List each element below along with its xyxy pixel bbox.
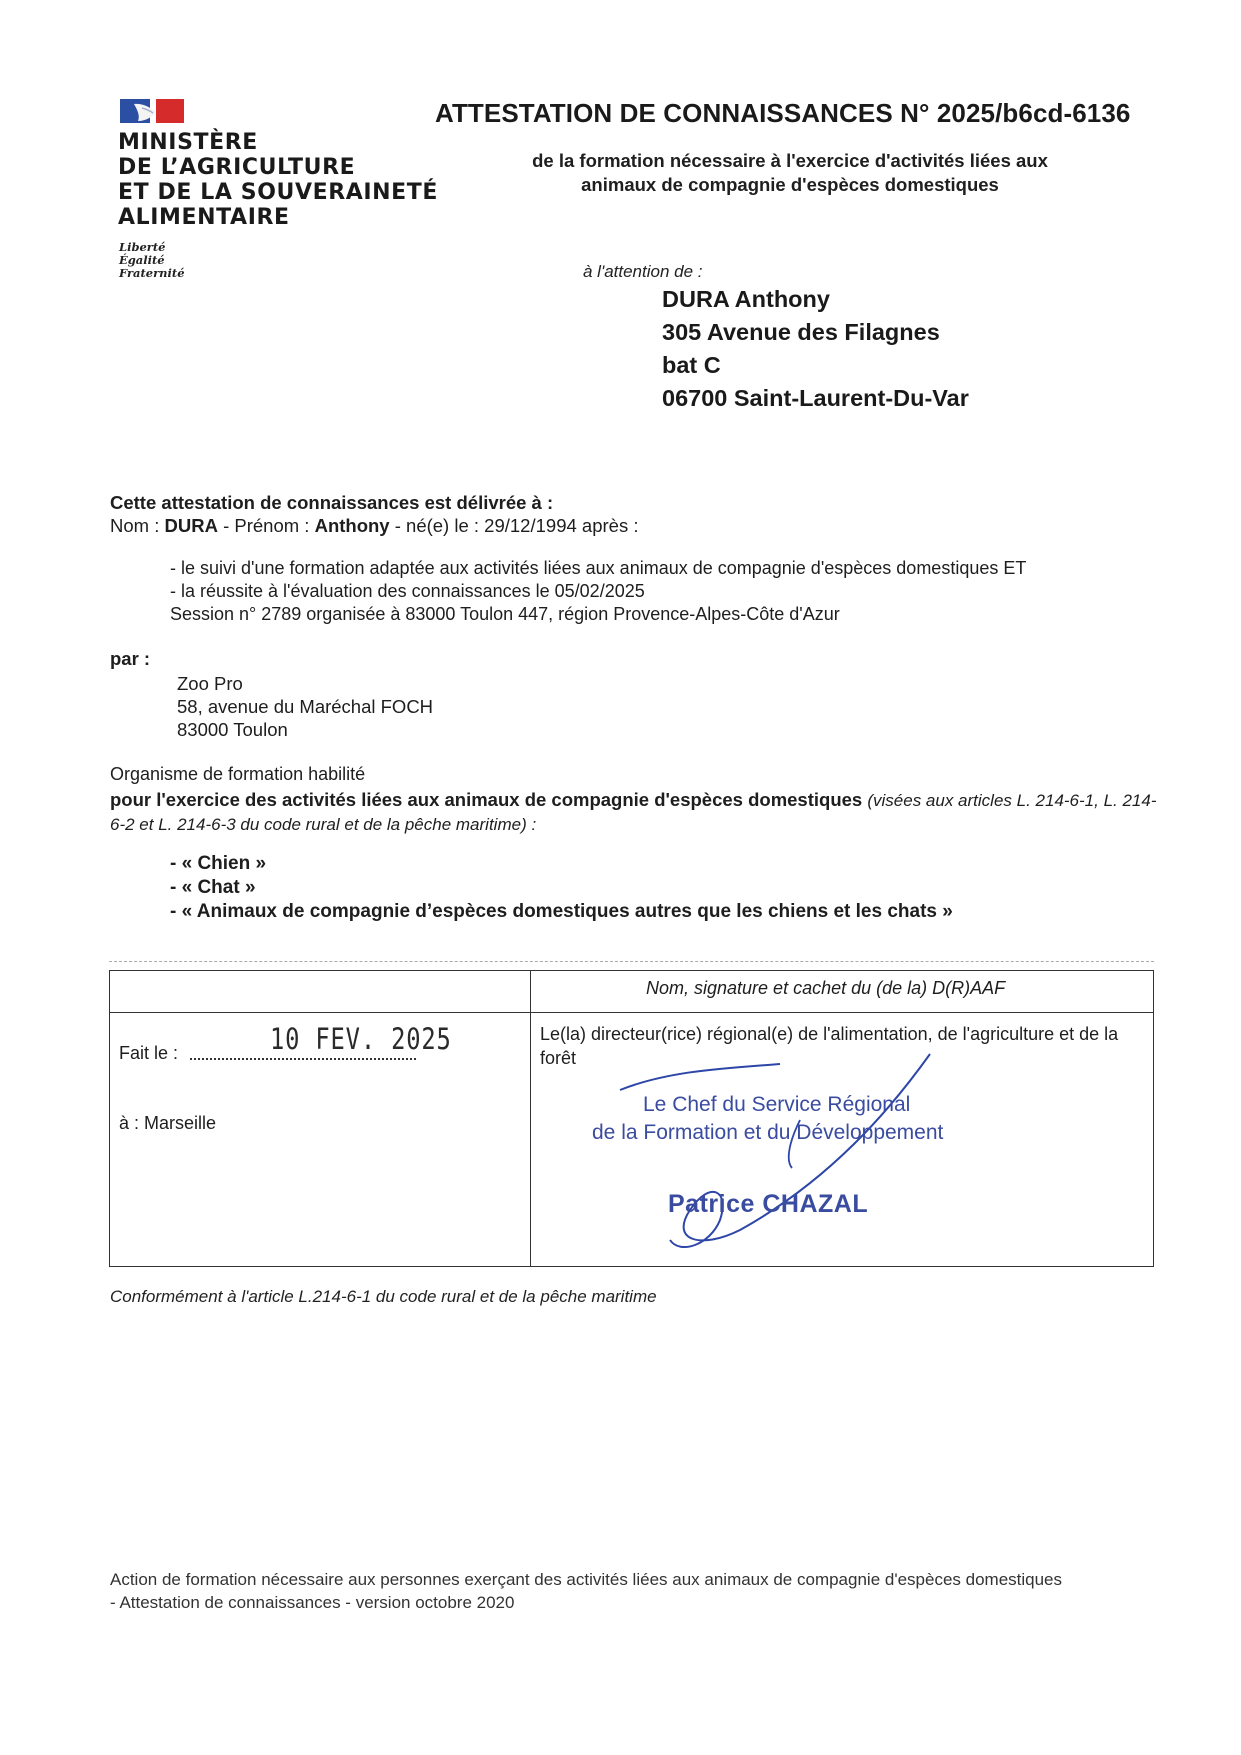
footer xyxy=(110,1568,1190,1614)
date-stamp: 10 FEV. 2025 xyxy=(270,1022,452,1056)
category-item: - « Chien » xyxy=(170,853,267,874)
director-title: Le(la) directeur(rice) régional(e) de l'alimentation, de l'agriculture et de la forêt xyxy=(540,1024,1119,1068)
footer-line: - Attestation de connaissances - version octobre 2020 xyxy=(110,1593,515,1612)
republic-motto xyxy=(119,241,185,280)
table-header-right: Nom, signature et cachet du (de la) D(R)AAF xyxy=(646,978,1006,998)
list-item: - la réussite à l'évaluation des connaissances le 05/02/2025 xyxy=(170,581,645,601)
delivered-heading: Cette attestation de connaissances est délivrée à : xyxy=(110,492,554,513)
recipient-line: 06700 Saint-Laurent-Du-Var xyxy=(662,385,969,411)
holder-identity xyxy=(110,515,638,537)
table-row-divider xyxy=(109,1012,1154,1013)
scan-artifact-line xyxy=(109,961,1154,962)
motto-line: Fraternité xyxy=(119,266,185,280)
legal-note: Conformément à l'article L.214-6-1 du code rural et de la pêche maritime xyxy=(110,1287,657,1306)
handwritten-signature-icon xyxy=(560,1040,980,1260)
footer-line: Action de formation nécessaire aux personnes exerçant des activités liées aux animaux de compagnie d'espèces domestiques xyxy=(110,1570,1063,1589)
par-label: par : xyxy=(110,648,151,669)
attention-label: à l'attention de : xyxy=(583,262,703,281)
stamp-line: Le Chef du Service Régional xyxy=(643,1093,911,1116)
nom-label: Nom : xyxy=(110,515,165,536)
signatory-name: Patrice CHAZAL xyxy=(668,1190,869,1218)
categories-list xyxy=(170,852,953,924)
motto-line: Liberté xyxy=(119,240,166,254)
subtitle-line: de la formation nécessaire à l'exercice d'activités liées aux xyxy=(532,150,1048,171)
motto-line: Égalité xyxy=(119,253,165,267)
recipient-line: bat C xyxy=(662,352,721,378)
place-label: à : Marseille xyxy=(119,1113,217,1133)
purpose-bold: pour l'exercice des activités liées aux animaux de compagnie d'espèces domestiques xyxy=(110,789,863,810)
category-item: - « Animaux de compagnie d’espèces domestiques autres que les chiens et les chats » xyxy=(170,901,953,922)
prenom-label: - Prénom : xyxy=(217,515,315,536)
training-organism xyxy=(177,672,433,741)
ministry-line: ET DE LA SOUVERAINETÉ xyxy=(118,180,439,205)
organism-line: Zoo Pro xyxy=(177,673,243,694)
purpose-italic: (visées aux articles L. 214-6-1, L. 214-6-2 et L. 214-6-3 du code rural et de la pêche maritime) : xyxy=(110,791,1157,834)
organism-line: 83000 Toulon xyxy=(177,719,288,740)
prenom-value: Anthony xyxy=(314,515,390,536)
ministry-line: MINISTÈRE xyxy=(118,130,258,155)
table-column-divider xyxy=(530,970,531,1267)
category-item: - « Chat » xyxy=(170,877,256,898)
list-item: - le suivi d'une formation adaptée aux activités liées aux animaux de compagnie d'espèces domestiques ET xyxy=(170,558,1027,578)
ministry-line: DE L’AGRICULTURE xyxy=(118,155,356,180)
stamp-line: de la Formation et du Développement xyxy=(592,1121,944,1144)
ministry-line: ALIMENTAIRE xyxy=(118,205,290,230)
recipient-line: DURA Anthony xyxy=(662,286,830,312)
birth-text: - né(e) le : 29/12/1994 après : xyxy=(389,515,639,536)
fait-le-label: Fait le : xyxy=(119,1043,179,1063)
document-title: ATTESTATION DE CONNAISSANCES N° 2025/b6cd-6136 xyxy=(435,98,1131,128)
subtitle-line: animaux de compagnie d'espèces domestiques xyxy=(581,174,999,195)
purpose-text xyxy=(110,788,1160,836)
nom-value: DURA xyxy=(164,515,218,536)
conditions-list xyxy=(170,557,1026,626)
recipient-address xyxy=(662,283,969,415)
recipient-line: 305 Avenue des Filagnes xyxy=(662,319,940,345)
habilitation-label: Organisme de formation habilité xyxy=(110,764,366,784)
marianne-flag-logo xyxy=(120,99,184,123)
document-subtitle xyxy=(480,149,1100,197)
organism-line: 58, avenue du Maréchal FOCH xyxy=(177,696,434,717)
ministry-name xyxy=(118,130,438,230)
list-item: Session n° 2789 organisée à 83000 Toulon 447, région Provence-Alpes-Côte d'Azur xyxy=(170,604,840,624)
